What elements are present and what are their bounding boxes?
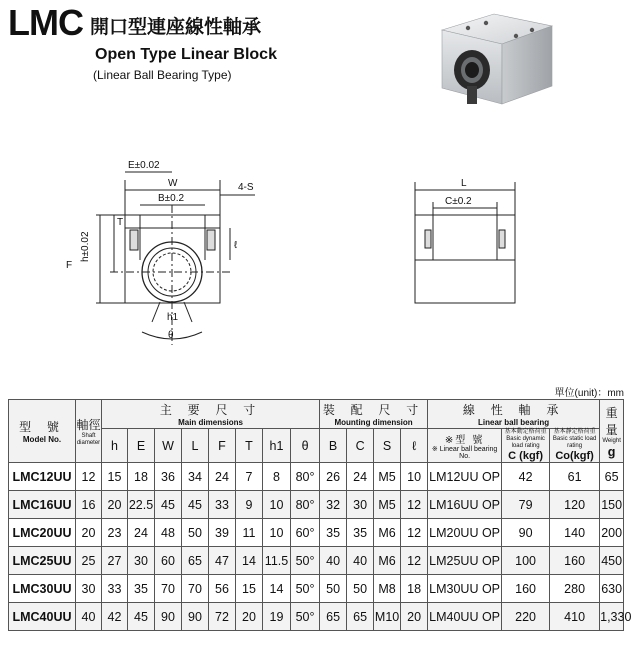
table-row: [9, 463, 624, 491]
dim-label-l: ℓ: [234, 240, 238, 251]
cell-S: M5: [374, 463, 401, 491]
cell-theta: 50°: [291, 575, 320, 603]
cell-B: 50: [320, 575, 347, 603]
cell-h1: 10: [263, 519, 291, 547]
header-bearing: [428, 400, 600, 429]
header-mount-cn: 裝 配 尺 寸: [322, 403, 425, 417]
cell-S: M8: [374, 575, 401, 603]
cell-L: 50: [182, 519, 209, 547]
cell-F: 47: [209, 547, 236, 575]
col-theta: θ: [291, 429, 320, 463]
cell-E: 30: [128, 547, 155, 575]
cell-model: LMC20UU: [9, 519, 76, 547]
cell-T: 11: [236, 519, 263, 547]
cell-L: 70: [182, 575, 209, 603]
col-static-load-cn: 基本靜定格荷重: [553, 429, 596, 435]
cell-h1: 14: [263, 575, 291, 603]
cell-g: 200: [600, 519, 624, 547]
cell-theta: 60°: [291, 519, 320, 547]
header-model-cn: 型 號: [19, 420, 65, 434]
cell-C_kgf: 79: [502, 491, 550, 519]
cell-C_kgf: 160: [502, 575, 550, 603]
cell-bearing: LM40UU OP: [428, 603, 502, 631]
cell-T: 7: [236, 463, 263, 491]
dim-label-L: L: [461, 178, 467, 189]
cell-model: LMC16UU: [9, 491, 76, 519]
col-bearing-no-en: ※ Linear ball bearing No.: [431, 446, 498, 460]
cell-C: 35: [347, 519, 374, 547]
cell-T: 15: [236, 575, 263, 603]
cell-L: 34: [182, 463, 209, 491]
cell-d: 16: [76, 491, 102, 519]
cell-model: LMC40UU: [9, 603, 76, 631]
cell-F: 24: [209, 463, 236, 491]
cell-bearing: LM20UU OP: [428, 519, 502, 547]
col-h1: h1: [263, 429, 291, 463]
dim-label-T: T: [117, 217, 124, 228]
dim-label-B: B±0.2: [158, 193, 185, 204]
cell-C: 24: [347, 463, 374, 491]
col-h: h: [102, 429, 128, 463]
chinese-title: 開口型連座線性軸承: [90, 16, 262, 38]
cell-S: M10: [374, 603, 401, 631]
cell-d: 30: [76, 575, 102, 603]
col-W: W: [155, 429, 182, 463]
cell-l: 20: [401, 603, 428, 631]
cell-Co_kgf: 61: [550, 463, 600, 491]
cell-Co_kgf: 120: [550, 491, 600, 519]
english-title: Open Type Linear Block: [95, 46, 277, 63]
header-weight-unit: g: [607, 444, 616, 459]
cell-h1: 19: [263, 603, 291, 631]
cell-l: 12: [401, 491, 428, 519]
cell-E: 24: [128, 519, 155, 547]
header-shaft-en: Shaft diameter: [76, 432, 101, 446]
cell-theta: 80°: [291, 491, 320, 519]
model-title: LMC: [8, 2, 83, 43]
cell-B: 35: [320, 519, 347, 547]
dim-label-S: 4-S: [238, 182, 254, 193]
cell-T: 9: [236, 491, 263, 519]
cell-h1: 8: [263, 463, 291, 491]
cell-h: 33: [102, 575, 128, 603]
cell-bearing: LM30UU OP: [428, 575, 502, 603]
cell-S: M5: [374, 491, 401, 519]
header-weight: [600, 400, 624, 463]
cell-Co_kgf: 410: [550, 603, 600, 631]
cell-W: 45: [155, 491, 182, 519]
cell-C: 30: [347, 491, 374, 519]
col-T: T: [236, 429, 263, 463]
dim-label-W: W: [168, 178, 178, 189]
cell-B: 26: [320, 463, 347, 491]
col-static-load: [550, 429, 600, 463]
cell-W: 70: [155, 575, 182, 603]
col-l: ℓ: [401, 429, 428, 463]
cell-T: 20: [236, 603, 263, 631]
cell-E: 35: [128, 575, 155, 603]
header-main: [102, 400, 320, 429]
cell-d: 25: [76, 547, 102, 575]
col-bearing-no-cn: ※型 號: [444, 435, 485, 446]
cell-C_kgf: 220: [502, 603, 550, 631]
col-dynamic-load-unit: C (kgf): [508, 450, 543, 462]
col-S: S: [374, 429, 401, 463]
cell-F: 72: [209, 603, 236, 631]
cell-L: 45: [182, 491, 209, 519]
cell-Co_kgf: 280: [550, 575, 600, 603]
table-row: [9, 603, 624, 631]
cell-g: 630: [600, 575, 624, 603]
cell-C_kgf: 100: [502, 547, 550, 575]
header-bearing-en: Linear ball bearing: [478, 418, 550, 427]
header-mount-en: Mounting dimension: [334, 418, 413, 427]
cell-h1: 11.5: [263, 547, 291, 575]
cell-g: 150: [600, 491, 624, 519]
cell-F: 39: [209, 519, 236, 547]
header-model-en: Model No.: [22, 435, 62, 444]
specification-rows: [9, 463, 632, 631]
cell-l: 10: [401, 463, 428, 491]
header-shaft: [76, 400, 102, 463]
cell-W: 48: [155, 519, 182, 547]
col-dynamic-load-cn: 基本動定格荷重: [504, 429, 547, 435]
table-row: [9, 519, 624, 547]
cell-h: 23: [102, 519, 128, 547]
col-F: F: [209, 429, 236, 463]
cell-bearing: LM12UU OP: [428, 463, 502, 491]
header-main-en: Main dimensions: [178, 418, 243, 427]
cell-B: 40: [320, 547, 347, 575]
cell-E: 22.5: [128, 491, 155, 519]
cell-g: 450: [600, 547, 624, 575]
header-main-cn: 主 要 尺 寸: [159, 403, 262, 417]
cell-bearing: LM16UU OP: [428, 491, 502, 519]
dim-label-C: C±0.2: [445, 196, 472, 207]
cell-C: 50: [347, 575, 374, 603]
cell-W: 36: [155, 463, 182, 491]
cell-h1: 10: [263, 491, 291, 519]
side-view-body: [415, 215, 515, 303]
header-weight-en: Weight: [602, 437, 621, 444]
cell-model: LMC12UU: [9, 463, 76, 491]
cell-l: 18: [401, 575, 428, 603]
cell-l: 12: [401, 547, 428, 575]
cell-E: 45: [128, 603, 155, 631]
col-dynamic-load: [502, 429, 550, 463]
table-row: [9, 575, 624, 603]
cell-B: 65: [320, 603, 347, 631]
col-C: C: [347, 429, 374, 463]
unit-note: 單位(unit)：mm: [554, 388, 624, 399]
product-photo: [428, 8, 558, 108]
cell-B: 32: [320, 491, 347, 519]
dim-label-h: h±0.02: [80, 231, 91, 262]
cell-C_kgf: 90: [502, 519, 550, 547]
col-static-load-unit: Co(kgf): [555, 450, 594, 462]
cell-W: 90: [155, 603, 182, 631]
cell-F: 33: [209, 491, 236, 519]
cell-L: 65: [182, 547, 209, 575]
cell-S: M6: [374, 547, 401, 575]
cell-Co_kgf: 140: [550, 519, 600, 547]
cell-W: 60: [155, 547, 182, 575]
col-L: L: [182, 429, 209, 463]
col-E: E: [128, 429, 155, 463]
col-static-load-en: Basic static load rating: [552, 436, 597, 449]
cell-theta: 50°: [291, 547, 320, 575]
cell-g: 65: [600, 463, 624, 491]
table-row: [9, 547, 624, 575]
cell-d: 20: [76, 519, 102, 547]
cell-h: 20: [102, 491, 128, 519]
table-row: [9, 491, 624, 519]
cell-g: 1,330: [600, 603, 624, 631]
cell-h: 27: [102, 547, 128, 575]
col-dynamic-load-en: Basic dynamic load rating: [506, 436, 545, 449]
cell-F: 56: [209, 575, 236, 603]
cell-l: 12: [401, 519, 428, 547]
cell-C: 40: [347, 547, 374, 575]
cell-theta: 80°: [291, 463, 320, 491]
header-weight-cn: 重量: [605, 405, 618, 437]
header-mount: [320, 400, 428, 429]
cell-C_kgf: 42: [502, 463, 550, 491]
col-bearing-no: [428, 429, 502, 463]
dim-label-h1: h1: [167, 312, 179, 323]
technical-drawing: [40, 150, 560, 370]
cell-d: 12: [76, 463, 102, 491]
dim-label-F: F: [66, 260, 73, 271]
english-subtitle: (Linear Ball Bearing Type): [93, 68, 232, 82]
cell-model: LMC30UU: [9, 575, 76, 603]
header-bearing-cn: 線 性 軸 承: [462, 403, 565, 417]
cell-L: 90: [182, 603, 209, 631]
cell-theta: 50°: [291, 603, 320, 631]
cell-E: 18: [128, 463, 155, 491]
cell-T: 14: [236, 547, 263, 575]
cell-C: 65: [347, 603, 374, 631]
cell-S: M6: [374, 519, 401, 547]
header-model: [9, 400, 76, 463]
cell-Co_kgf: 160: [550, 547, 600, 575]
cell-h: 15: [102, 463, 128, 491]
cell-model: LMC25UU: [9, 547, 76, 575]
col-B: B: [320, 429, 347, 463]
cell-bearing: LM25UU OP: [428, 547, 502, 575]
cell-d: 40: [76, 603, 102, 631]
dim-label-E: E±0.02: [128, 160, 160, 171]
header-shaft-cn: 軸徑: [76, 417, 101, 432]
dim-label-theta: θ: [168, 330, 174, 341]
specification-table: [8, 399, 632, 631]
cell-h: 42: [102, 603, 128, 631]
